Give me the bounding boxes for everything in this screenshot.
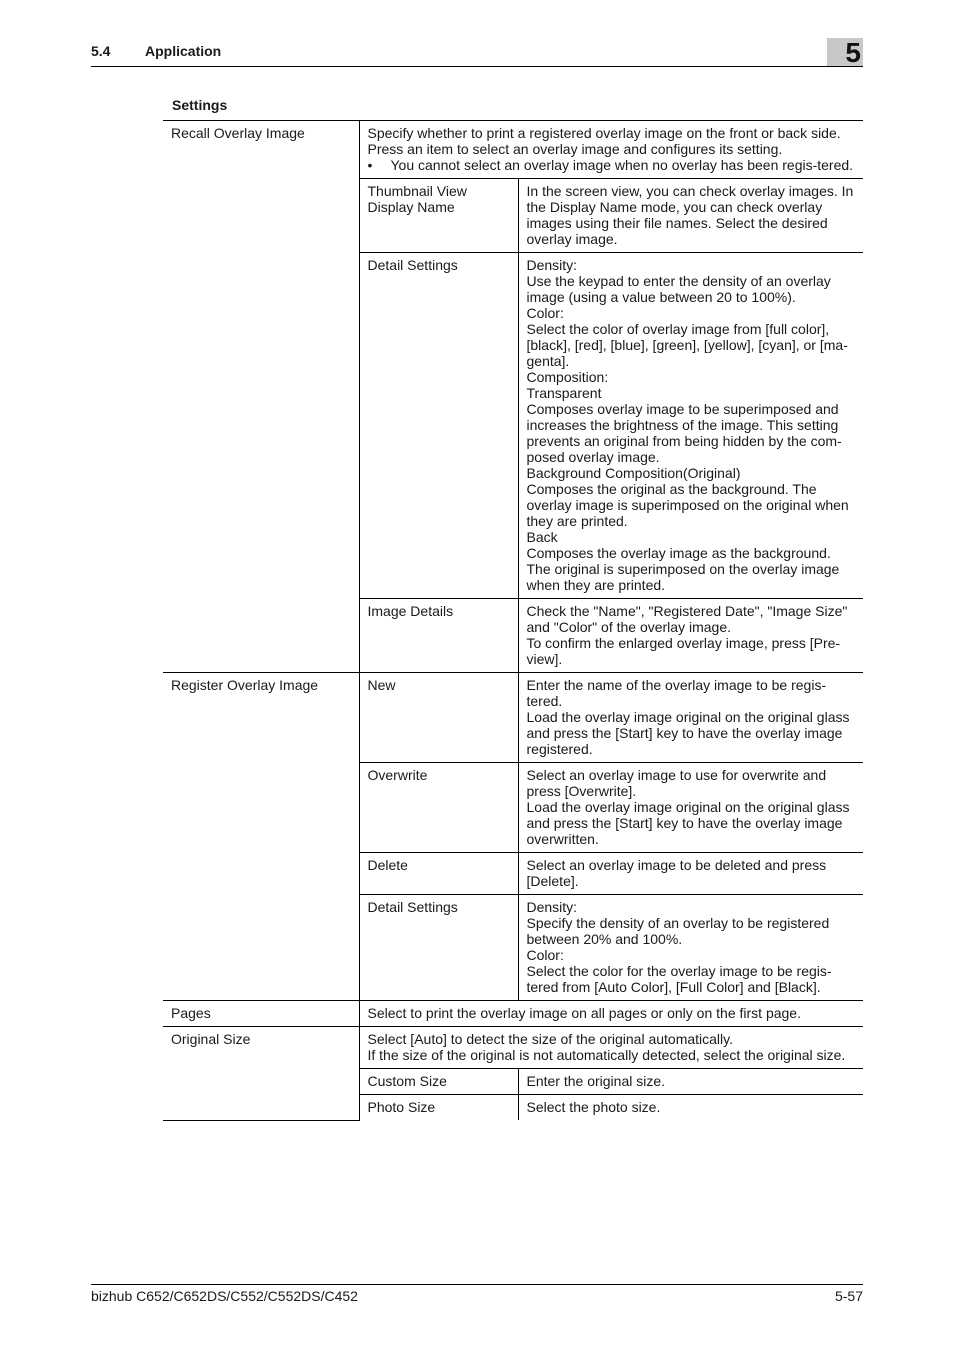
sub-description: Enter the name of the overlay image to be regis-tered. Load the overlay image original on the original glass and press the [Start] key to have the overlay image registered.	[518, 673, 863, 763]
pages-description: Select to print the overlay image on all pages or only on the first page.	[359, 1001, 863, 1027]
sub-description: Select an overlay image to use for overwrite and press [Overwrite]. Load the overlay image original on the original glass and press the [Start] key to have the overlay image overwritten.	[518, 763, 863, 853]
row-label-recall-overlay-image: Recall Overlay Image	[163, 121, 359, 673]
sub-label-delete: Delete	[359, 853, 518, 895]
sub-description: Select an overlay image to be deleted and press [Delete].	[518, 853, 863, 895]
table-row	[163, 121, 863, 179]
original-size-description: Select [Auto] to detect the size of the original automatically. If the size of the original is not automatically detected, select the original size.	[359, 1027, 863, 1069]
sub-label-thumbnail-view: Thumbnail View Display Name	[359, 179, 518, 253]
note-text: You cannot select an overlay image when no overlay has been regis-tered.	[390, 157, 854, 173]
page-footer	[91, 1284, 863, 1304]
settings-heading: Settings	[172, 97, 228, 113]
page-header	[91, 42, 863, 67]
sub-description: Check the "Name", "Registered Date", "Image Size" and "Color" of the overlay image. To confirm the enlarged overlay image, press [Pre-view].	[518, 599, 863, 673]
sub-description: In the screen view, you can check overlay images. In the Display Name mode, you can check overlay images using their file names. Select the desired overlay image.	[518, 179, 863, 253]
sub-label-image-details: Image Details	[359, 599, 518, 673]
row-label-original-size: Original Size	[163, 1027, 359, 1121]
sub-label-custom-size: Custom Size	[359, 1069, 518, 1095]
row-label-register-overlay-image: Register Overlay Image	[163, 673, 359, 1001]
sub-label-overwrite: Overwrite	[359, 763, 518, 853]
sub-description: Select the photo size.	[518, 1095, 863, 1121]
settings-table	[163, 120, 863, 1121]
model-name: bizhub C652/C652DS/C552/C552DS/C452	[91, 1288, 358, 1304]
description-line: Specify whether to print a registered overlay image on the front or back side.	[367, 125, 841, 141]
row-label-pages: Pages	[163, 1001, 359, 1027]
bullet-icon: •	[367, 157, 373, 173]
sub-label-new: New	[359, 673, 518, 763]
section-title: Application	[145, 43, 222, 59]
sub-description: Enter the original size.	[518, 1069, 863, 1095]
table-row	[163, 1001, 863, 1027]
recall-overlay-description	[359, 121, 863, 179]
table-row	[163, 1027, 863, 1069]
sub-description: Density: Use the keypad to enter the density of an overlay image (using a value between 20 to 100%). Color: Select the color of overlay image from [full color], [black], [red], [blue], [green], [yellow], [cyan], or [ma-genta]. Composition: Transparent Composes overlay image to be superimposed and increases the brightness of the image. This setting prevents an original from being hidden by the com-posed overlay image. Background Composition(Original) Composes the original as the background. The overlay image is superimposed on the original when they are printed. Back Composes the overlay image as the background. The original is superimposed on the overlay image when they are printed.	[518, 253, 863, 599]
chapter-number-badge: 5	[827, 38, 863, 66]
sub-label-detail-settings: Detail Settings	[359, 895, 518, 1001]
section-number: 5.4	[91, 43, 111, 59]
page-number: 5-57	[834, 1288, 863, 1304]
note-bullet	[368, 157, 856, 173]
table-row	[163, 673, 863, 763]
description-line: Press an item to select an overlay image and configures its setting.	[367, 141, 783, 157]
sub-description: Density: Specify the density of an overlay to be registered between 20% and 100%. Color: Select the color for the overlay image to be regis-tered from [Auto Color], [Full Color] and [Black].	[518, 895, 863, 1001]
sub-label-photo-size: Photo Size	[359, 1095, 518, 1121]
sub-label-detail-settings: Detail Settings	[359, 253, 518, 599]
